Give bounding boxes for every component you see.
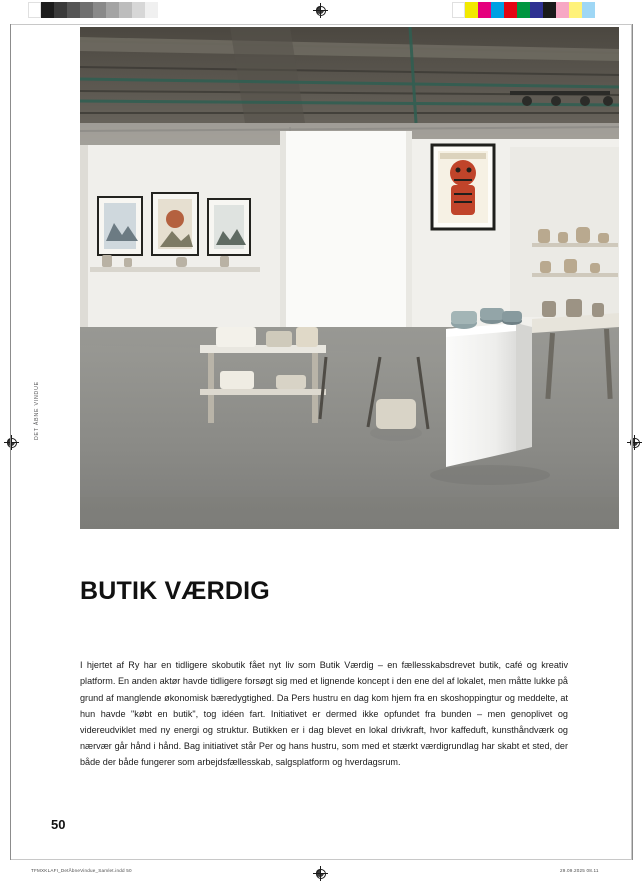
page-number: 50	[51, 817, 66, 832]
article-body-text: I hjertet af Ry har en tidligere skobutik fået nyt liv som Butik Værdig – en fællesskabsdrevet butik, café og kreativ platform. En anden aktør havde tidligere forsøgt sig med et lignende koncept i den ene del af lokalet, men måtte lukke på grund af manglende økonomisk bæredygtighed. Da Pers hustru en dag kom hjem fra en skoshoppingtur og meddelte, at hun havde "købt en butik", tog idéen fart. Initiativet er dermed ikke opfundet fra bunden – men genoplivet og videreudviklet med ny energi og struktur. Butikken er i dag blevet en lokal drivkraft, hvor kaffeduft, kunsthåndværk og nærvær går hånd i hånd. Bag initiativet står Per og hans hustru, som med et stærkt værdigrundlag har skabt et sted, der både der både fungerer som arbejdsfællesskab, salgsplatform og hverdagsrum.	[80, 660, 568, 768]
footer-filename-slug: TFMXKLAFI_DetÅbneVindue_Samlet.indd 50	[31, 868, 132, 873]
page-title: BUTIK VÆRDIG	[80, 576, 270, 605]
running-side-label: DET ÅBNE VINDUE	[34, 381, 40, 440]
article-photo	[80, 27, 619, 529]
footer-timestamp: 29.09.2025 08.11	[560, 868, 599, 873]
